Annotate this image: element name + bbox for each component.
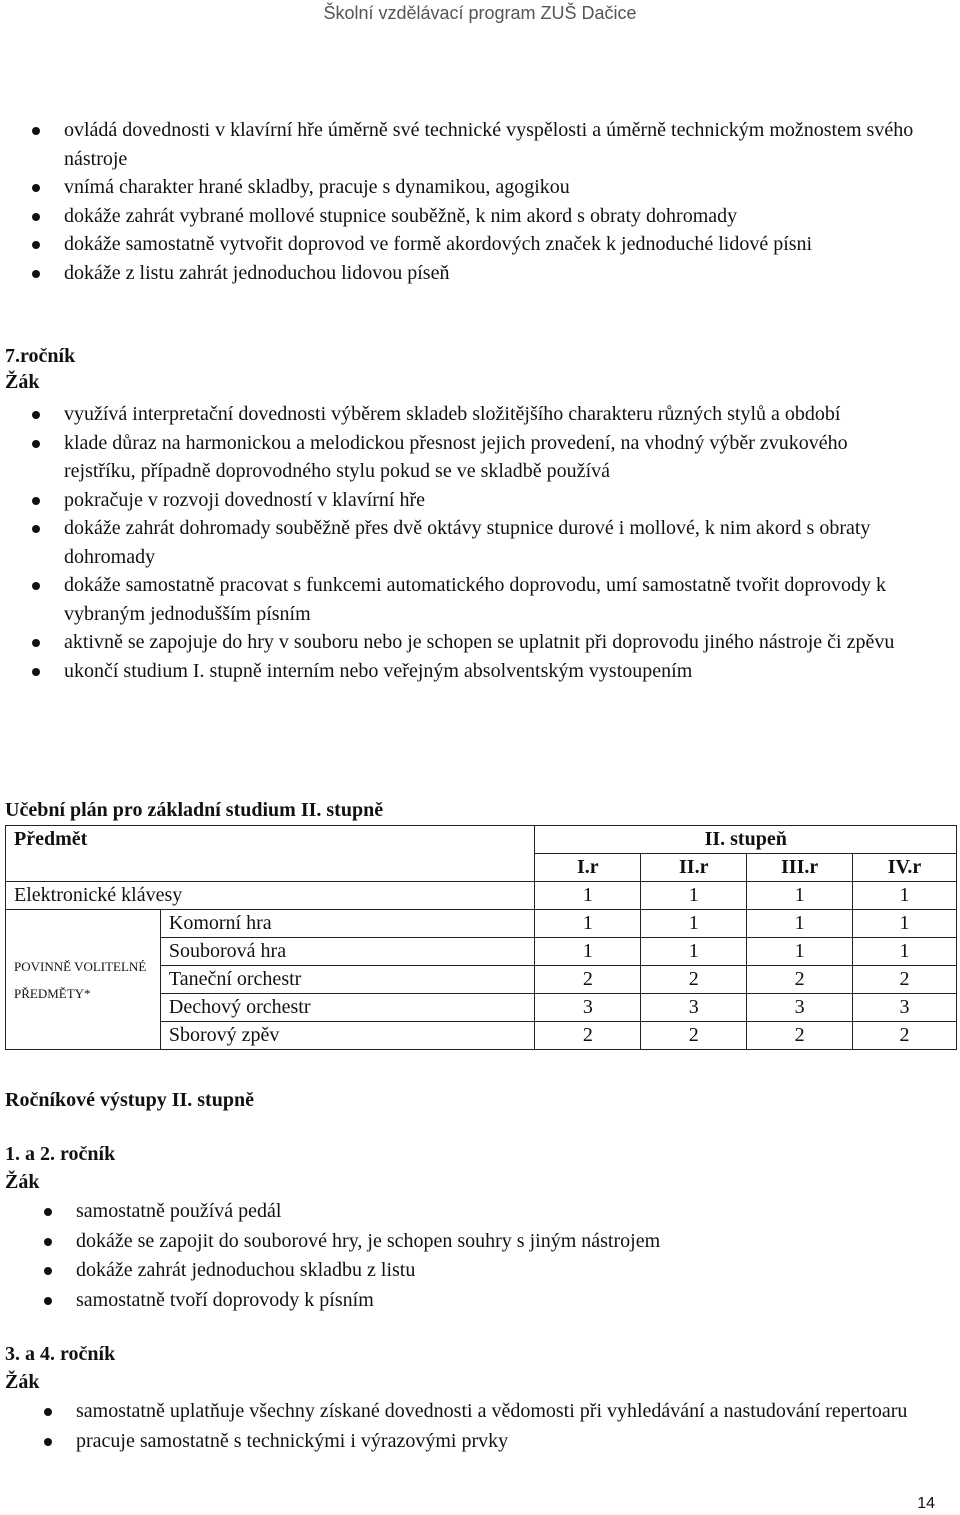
hours-cell: 1 (641, 938, 747, 966)
grade12-subheading: Žák (5, 1171, 40, 1193)
year-header: II.r (641, 854, 747, 882)
grade34-subheading: Žák (5, 1371, 40, 1393)
year-header: IV.r (853, 854, 957, 882)
grade7-subheading: Žák (5, 371, 40, 393)
list-item: samostatně uplatňuje všechny získané dovednosti a vědomosti při vyhledávání a nastudování repertoaru (76, 1397, 936, 1425)
hours-cell: 1 (535, 910, 641, 938)
hours-cell: 2 (747, 966, 853, 994)
plan-title: Učební plán pro základní studium II. stupně (5, 799, 384, 821)
hours-cell: 1 (535, 882, 641, 910)
table-header-row (6, 826, 957, 854)
subject-name: Komorní hra (160, 910, 535, 938)
subject-name: Dechový orchestr (160, 994, 535, 1022)
list-item: samostatně používá pedál (76, 1197, 926, 1227)
list-item: dokáže zahrát vybrané mollové stupnice souběžně, k nim akord s obraty dohromady (64, 202, 924, 231)
subject-name: Elektronické klávesy (6, 882, 535, 910)
subject-header: Předmět (6, 826, 535, 882)
hours-cell: 2 (747, 1022, 853, 1050)
page-header: Školní vzdělávací program ZUŠ Dačice (323, 3, 637, 23)
hours-cell: 2 (535, 966, 641, 994)
list-item: pracuje samostatně s technickými i výrazovými prvky (76, 1427, 936, 1455)
hours-cell: 1 (747, 910, 853, 938)
hours-cell: 1 (641, 882, 747, 910)
grade7-heading: 7.ročník (5, 345, 76, 367)
hours-cell: 2 (853, 966, 957, 994)
grade34-heading: 3. a 4. ročník (5, 1343, 116, 1365)
table-row (6, 910, 957, 938)
list-item: dokáže se zapojit do souborové hry, je schopen souhry s jiným nástrojem (76, 1227, 926, 1257)
list-item: samostatně tvoří doprovody k písním (76, 1286, 926, 1316)
subject-name: Taneční orchestr (160, 966, 535, 994)
hours-cell: 3 (641, 994, 747, 1022)
list-grade12-outcomes (76, 1197, 926, 1315)
subject-name: Sborový zpěv (160, 1022, 535, 1050)
list-item: ovládá dovednosti v klavírní hře úměrně své technické vyspělosti a úměrně technickým možnostem svého nástroje (64, 116, 924, 173)
hours-cell: 3 (747, 994, 853, 1022)
hours-cell: 1 (641, 910, 747, 938)
list-item: dokáže z listu zahrát jednoduchou lidovou píseň (64, 259, 924, 288)
year-header: III.r (747, 854, 853, 882)
list-item: klade důraz na harmonickou a melodickou přesnost jejich provedení, na vhodný výběr zvukového rejstříku, případně doprovodného stylu pokud se ve skladbě používá (64, 429, 924, 486)
hours-cell: 1 (853, 910, 957, 938)
list-item: dokáže samostatně vytvořit doprovod ve formě akordových značek k jednoduché lidové písni (64, 230, 924, 259)
list-item: dokáže samostatně pracovat s funkcemi automatického doprovodu, umí samostatně tvořit doprovody k vybraným jednodušším písním (64, 571, 924, 628)
list-item: aktivně se zapojuje do hry v souboru nebo je schopen se uplatnit při doprovodu jiného nástroje či zpěvu (64, 628, 924, 657)
year-header: I.r (535, 854, 641, 882)
study-plan-table (5, 825, 957, 1050)
list-item: vnímá charakter hrané skladby, pracuje s dynamikou, agogikou (64, 173, 924, 202)
hours-cell: 1 (747, 882, 853, 910)
hours-cell: 2 (641, 1022, 747, 1050)
hours-cell: 1 (535, 938, 641, 966)
list-item: dokáže zahrát jednoduchou skladbu z listu (76, 1256, 926, 1286)
list-grade6-outcomes (64, 116, 924, 287)
hours-cell: 2 (535, 1022, 641, 1050)
hours-cell: 2 (853, 1022, 957, 1050)
table-row (6, 882, 957, 910)
list-grade34-outcomes (76, 1397, 936, 1455)
subject-name: Souborová hra (160, 938, 535, 966)
hours-cell: 1 (747, 938, 853, 966)
list-item: dokáže zahrát dohromady souběžně přes dvě oktávy stupnice durové i mollové, k nim akord s obraty dohromady (64, 514, 924, 571)
list-item: pokračuje v rozvoji dovedností v klavírní hře (64, 486, 924, 515)
hours-cell: 2 (641, 966, 747, 994)
hours-cell: 3 (535, 994, 641, 1022)
hours-cell: 3 (853, 994, 957, 1022)
list-item: ukončí studium I. stupně interním nebo veřejným absolventským vystoupením (64, 657, 924, 686)
hours-cell: 1 (853, 938, 957, 966)
list-item: využívá interpretační dovednosti výběrem skladeb složitějšího charakteru různých stylů a období (64, 400, 924, 429)
page-number: 14 (917, 1495, 935, 1512)
optional-group-label: POVINNĚ VOLITELNÉ PŘEDMĚTY* (6, 910, 161, 1050)
outputs-title: Ročníkové výstupy II. stupně (5, 1089, 254, 1111)
hours-cell: 1 (853, 882, 957, 910)
grade12-heading: 1. a 2. ročník (5, 1143, 116, 1165)
list-grade7-outcomes (64, 400, 924, 685)
stage-header: II. stupeň (535, 826, 957, 854)
